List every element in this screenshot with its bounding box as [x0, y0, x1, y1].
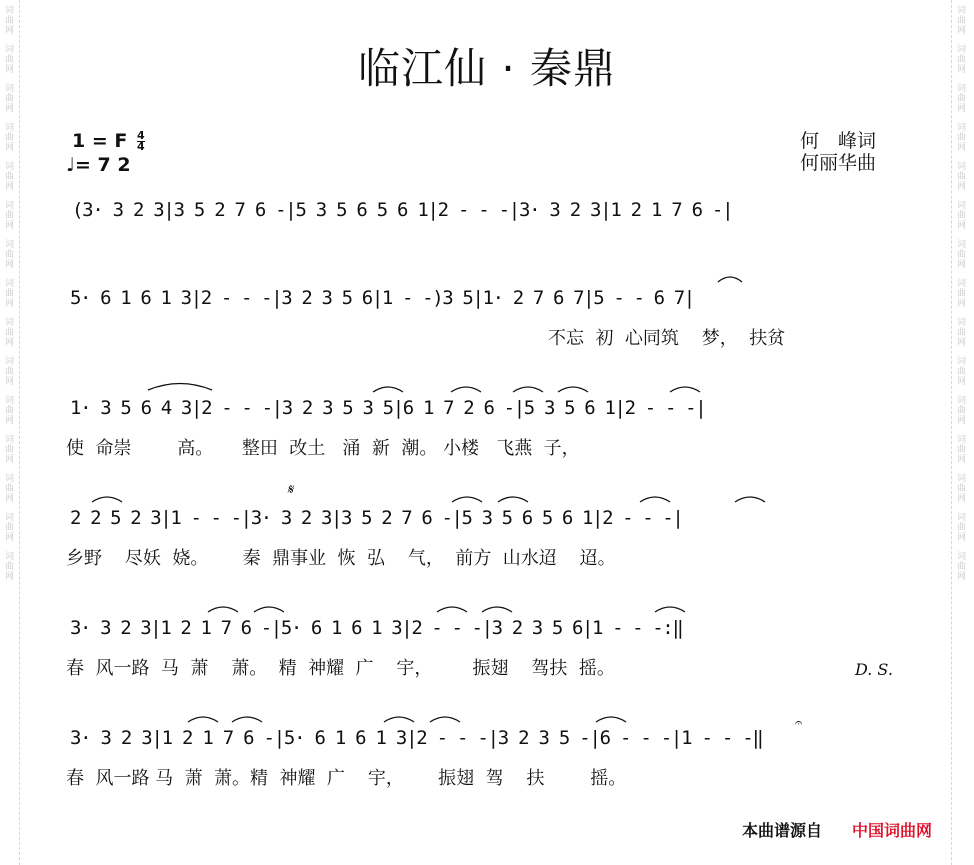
- watermark-char: 词: [4, 474, 14, 484]
- lyric-text: 春 风一路 马 萧 萧。精 神耀 广 宇， 振翅 驾 扶 摇。: [66, 768, 627, 789]
- notation-text: 5· 6 1 6 1 3|2 - - -|3 2 3 5 6|1 - -)3 5|1· 2 7 6 7|5 - - 6 7|: [70, 287, 694, 309]
- watermark-char: 网: [4, 65, 14, 75]
- slur: [513, 387, 543, 392]
- watermark-char: 词: [956, 45, 966, 55]
- watermark-glyph: [4, 123, 16, 153]
- watermark-char: 网: [4, 377, 14, 387]
- watermark-char: 网: [956, 299, 966, 309]
- composer-credit: 何丽华曲: [800, 152, 877, 174]
- watermark-char: 曲: [956, 445, 966, 455]
- slur: [655, 607, 685, 612]
- watermark-char: 网: [956, 143, 966, 153]
- lyric-row: [0, 436, 974, 462]
- watermark-char: 网: [956, 572, 966, 582]
- time-signature-bottom: 4: [136, 140, 145, 153]
- watermark-char: 词: [956, 552, 966, 562]
- lyric-text: 春 风一路 马 萧 萧。 精 神耀 广 宇， 振翅 驾扶 摇。: [66, 658, 615, 679]
- slur: [498, 497, 528, 502]
- watermark-char: 曲: [4, 211, 14, 221]
- watermark-char: 网: [4, 26, 14, 36]
- notation-row: [0, 283, 974, 313]
- watermark-char: 词: [4, 396, 14, 406]
- watermark-char: 曲: [4, 55, 14, 65]
- watermark-char: 曲: [956, 406, 966, 416]
- watermark-char: 曲: [4, 250, 14, 260]
- lyric-text: 使 命崇 高。 整田 改土 涌 新 潮。 小楼 飞燕 子，: [66, 438, 580, 459]
- watermark-char: 网: [4, 572, 14, 582]
- watermark-char: 曲: [4, 562, 14, 572]
- lyric-row: [0, 326, 974, 352]
- watermark-char: 曲: [4, 94, 14, 104]
- slur: [735, 497, 765, 502]
- watermark-char: 网: [956, 104, 966, 114]
- notation-row: [0, 723, 974, 753]
- watermark-glyph: [956, 357, 968, 387]
- watermark-char: 曲: [956, 55, 966, 65]
- watermark-char: 词: [956, 240, 966, 250]
- watermark-char: 曲: [4, 406, 14, 416]
- watermark-char: 曲: [956, 250, 966, 260]
- watermark-char: 网: [956, 377, 966, 387]
- watermark-char: 词: [956, 6, 966, 16]
- slur: [430, 717, 460, 722]
- watermark-glyph: [956, 6, 968, 36]
- watermark-char: 曲: [4, 484, 14, 494]
- watermark-glyph: [4, 357, 16, 387]
- watermark-char: 词: [4, 84, 14, 94]
- watermark-char: 曲: [956, 562, 966, 572]
- watermark-char: 曲: [4, 328, 14, 338]
- watermark-char: 网: [4, 260, 14, 270]
- watermark-char: 网: [4, 455, 14, 465]
- notation-row: [0, 613, 974, 643]
- slur: [373, 387, 403, 392]
- watermark-char: 词: [4, 279, 14, 289]
- watermark-glyph: [956, 123, 968, 153]
- watermark-char: 网: [4, 338, 14, 348]
- lyric-row: [0, 656, 974, 682]
- time-signature-top: 4: [136, 129, 145, 142]
- watermark-char: 曲: [4, 133, 14, 143]
- watermark-char: 曲: [956, 16, 966, 26]
- tempo-marking: ♩= 7 2: [66, 154, 131, 176]
- watermark-char: 词: [4, 435, 14, 445]
- watermark-char: 曲: [956, 484, 966, 494]
- watermark-char: 词: [956, 279, 966, 289]
- watermark-char: 网: [956, 338, 966, 348]
- watermark-char: 词: [956, 435, 966, 445]
- slur: [437, 607, 467, 612]
- footer-source-label: 本曲谱源自: [742, 821, 823, 840]
- watermark-char: 词: [956, 162, 966, 172]
- watermark-char: 词: [4, 357, 14, 367]
- lyric-row: [0, 766, 974, 792]
- notation-text: 1· 3 5 6 4 3|2 - - -|3 2 3 5 3 5|6 1 7 2 6 -|5 3 5 6 1|2 - - -|: [70, 397, 706, 419]
- watermark-char: 曲: [956, 289, 966, 299]
- fermata-sign: 𝄐: [795, 716, 803, 731]
- slur: [482, 607, 512, 612]
- lyric-text: 不忘 初 心同筑 梦， 扶贫: [548, 328, 786, 349]
- watermark-char: 词: [956, 396, 966, 406]
- notation-row: [0, 393, 974, 423]
- notation-text: (3· 3 2 3|3 5 2 7 6 -|5 3 5 6 5 6 1|2 - - -|3· 3 2 3|1 2 1 7 6 -|: [72, 199, 733, 221]
- song-title: 临江仙 · 秦鼎: [357, 44, 617, 93]
- watermark-char: 词: [956, 513, 966, 523]
- watermark-char: 网: [4, 494, 14, 504]
- watermark-char: 词: [4, 201, 14, 211]
- watermark-char: 词: [4, 513, 14, 523]
- watermark-char: 网: [4, 104, 14, 114]
- watermark-char: 网: [4, 416, 14, 426]
- slur: [596, 717, 626, 722]
- slur: [232, 717, 262, 722]
- watermark-char: 词: [4, 6, 14, 16]
- slur: [558, 387, 588, 392]
- watermark-char: 曲: [956, 94, 966, 104]
- watermark-char: 词: [956, 474, 966, 484]
- watermark-char: 曲: [956, 133, 966, 143]
- watermark-char: 曲: [956, 328, 966, 338]
- slur: [254, 607, 284, 612]
- watermark-char: 网: [956, 455, 966, 465]
- notation-row: [0, 195, 974, 225]
- slur: [670, 387, 700, 392]
- watermark-char: 网: [956, 221, 966, 231]
- watermark-char: 词: [956, 201, 966, 211]
- watermark-char: 词: [4, 552, 14, 562]
- watermark-char: 曲: [956, 367, 966, 377]
- watermark-glyph: [956, 474, 968, 504]
- watermark-char: 曲: [4, 172, 14, 182]
- watermark-char: 词: [4, 318, 14, 328]
- watermark-char: 网: [956, 416, 966, 426]
- watermark-char: 曲: [956, 523, 966, 533]
- watermark-char: 曲: [956, 172, 966, 182]
- watermark-char: 词: [956, 357, 966, 367]
- watermark-char: 曲: [4, 523, 14, 533]
- slur: [384, 717, 414, 722]
- footer-site-link[interactable]: 中国词曲网: [852, 821, 933, 840]
- watermark-char: 网: [4, 221, 14, 231]
- slur: [452, 497, 482, 502]
- watermark-char: 网: [956, 26, 966, 36]
- slur: [640, 497, 670, 502]
- notation-text: 3· 3 2 3|1 2 1 7 6 -|5· 6 1 6 1 3|2 - - -|3 2 3 5 6|1 - - -:‖: [70, 617, 683, 639]
- watermark-glyph: [4, 474, 16, 504]
- watermark-char: 词: [4, 45, 14, 55]
- watermark-char: 曲: [4, 445, 14, 455]
- credits: [800, 130, 876, 174]
- watermark-char: 词: [956, 318, 966, 328]
- slur: [148, 384, 212, 391]
- notation-text: 2 2 5 2 3|1 - - -|3· 3 2 3|3 5 2 7 6 -|5 3 5 6 5 6 1|2 - - -|: [70, 507, 683, 529]
- watermark-char: 词: [4, 240, 14, 250]
- watermark-char: 网: [4, 143, 14, 153]
- watermark-char: 词: [4, 123, 14, 133]
- watermark-char: 曲: [956, 211, 966, 221]
- notation-text: 3· 3 2 3|1 2 1 7 6 -|5· 6 1 6 1 3|2 - - -|3 2 3 5 -|6 - - -|1 - - -‖: [70, 727, 763, 749]
- watermark-char: 词: [956, 123, 966, 133]
- watermark-glyph: [956, 240, 968, 270]
- watermark-char: 网: [4, 533, 14, 543]
- watermark-char: 曲: [4, 16, 14, 26]
- slur: [188, 717, 218, 722]
- slur: [718, 277, 742, 282]
- watermark-char: 网: [956, 182, 966, 192]
- watermark-glyph: [4, 6, 16, 36]
- dal-segno-marking: D. S.: [855, 660, 893, 679]
- lyric-row: [0, 546, 974, 572]
- watermark-char: 词: [956, 84, 966, 94]
- watermark-char: 曲: [4, 367, 14, 377]
- slur: [208, 607, 238, 612]
- lyric-text: 乡野 尽妖 娆。 秦 鼎事业 恢 弘 气， 前方 山水迢 迢。: [66, 548, 616, 569]
- slur: [451, 387, 481, 392]
- watermark-char: 词: [4, 162, 14, 172]
- notation-row: [0, 503, 974, 533]
- watermark-char: 网: [956, 494, 966, 504]
- watermark-char: 网: [956, 533, 966, 543]
- slur: [92, 497, 122, 502]
- watermark-char: 曲: [4, 289, 14, 299]
- watermark-char: 网: [4, 182, 14, 192]
- key-signature: [72, 130, 145, 152]
- segno-sign: 𝄋: [287, 482, 294, 498]
- key-label: 1 = F: [72, 130, 128, 152]
- watermark-char: 网: [956, 260, 966, 270]
- watermark-glyph: [956, 162, 968, 192]
- watermark-glyph: [4, 162, 16, 192]
- watermark-char: 网: [4, 299, 14, 309]
- watermark-char: 网: [956, 65, 966, 75]
- watermark-glyph: [4, 240, 16, 270]
- lyricist-credit: 何 峰词: [800, 130, 877, 152]
